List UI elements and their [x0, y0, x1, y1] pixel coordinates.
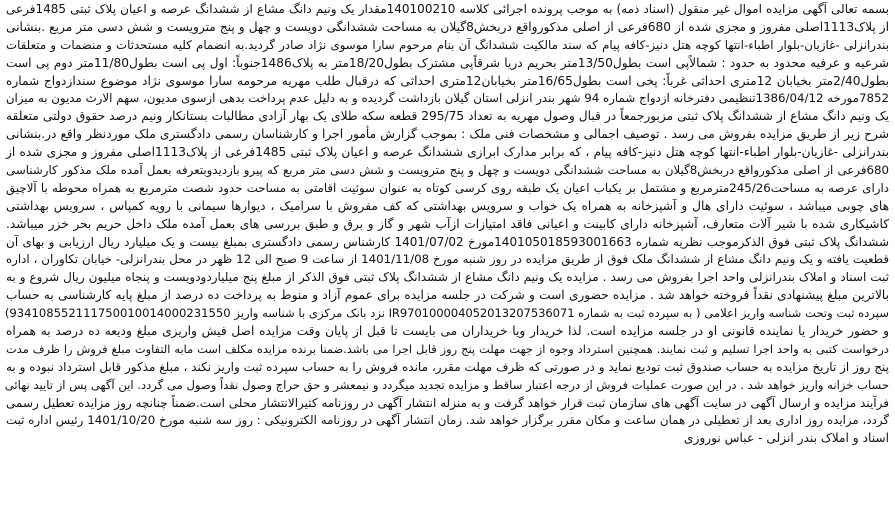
notice-line-3: بندرانزلی -غازیان-بلوار اطباء-انتها کوچه هتل دنیز-کافه پیام که سند مالکیت ششدانگ آن بنام مرحوم سارا موسوی نژاد صادر گردید.به انضمام کلیه مستحدثات و منضمات و متعلقات	[6, 37, 889, 52]
notice-line-19: و حضور خریدار یا نماینده قانونی او در جلسه مزایده است. لذا خریدار ویا خریداران می بایست تا قبل از پایان وقت مزایده اصل فیش واریزی مبلغ ودیعه ده درصد به همراه	[6, 324, 889, 339]
notice-line-22: حساب خزانه واریز خواهد شد . در این صورت عملیات فروش از درجه اعتبار ساقط و مزایده تجدید میگردد و نیمعشر و حق حراج وصول نقداً وصول می گردد. این آگهی پس از تایید نهائی	[4, 377, 889, 392]
notice-line-4: شرعیه و عرفیه محدود به حدود : شمالاًپی است بطول13/50متر بحریم دریا شرقاًپی مشترک بطول18/20متر به پلاک1486جنوباً: اول پی است بطول11/80متر دوم پی است	[6, 55, 890, 70]
notice-line-20: درخواست کتبی به واحد اجرا تسلیم و ثبت نمایند. همچنین استرداد وجوه از جهت مهلت پنج روز قابل اجرا می باشد.ضمنا برنده مزایده مکلف است مابه التفاوت مبلغ فروش را ظرف مدت	[6, 341, 889, 356]
notice-line-21: پنج روز از تاریخ مزایده به حساب صندوق ثبت تودیع نماید و در صورتی که ظرف مهلت مقرر، مانده فروش را به حساب سپرده ثبت واریز نکند ، مبلغ مذکور قابل استرداد نبوده و به	[6, 359, 889, 374]
notice-line-8: شرح زیر از طریق مزایده بفروش می رسد . توصیف اجمالی و مشخصات فنی ملک : بموجب گزارش مأمور اجرا و کارشناسان رسمی دادگستری ملک موردنظر واقع در.بنشانی	[6, 127, 889, 142]
notice-line-16: ثبت اسناد و املاک بندرانزلی واحد اجرا بفروش می رسد . مزایده یک ونیم دانگ مشاع از ششدانگ پلاک ثبتی فوق الذکر از مبلغ پنج میلیاردودویست و پنجاه میلیون ریال شروع و به	[6, 270, 889, 285]
notice-line-15: قطعیت یافته و یک ونیم دانگ مشاع از ششدانگ ملک فوق از طریق مزایده در روز شنبه مورخ 1401/11/08 از ساعت 9 صبح الی 12 ظهر در محل بندرانزلی- خیابان تکاوران ، اداره	[6, 252, 889, 267]
notice-line-18: سپرده ثبت وتحت شناسه واریز اعلامی ( به سپرده ثبت به شماره IR970100004052013207536071 نزد بانک مرکزی با شناسه واریز 934108552111750010014000231550)	[4, 306, 889, 321]
notice-line-2: از پلاک1113اصلی مفروز و مجزی شده از 680فرعی از اصلی مذکورواقع دربخش8گیلان به مساحت ششدانگی دویست و چهل و پنج مترویست و شش دسی متر مربع .بنشانی	[6, 19, 890, 34]
notice-line-23: فرآیند مزایده و ارسال آگهی در سایت آگهی های سازمان ثبت قرار خواهد گرفت و به منزله انتشار آگهی در روزنامه کثیرالانتشار محلی است.ضمناً چنانچه روز مزایده تعطیل رسمی	[6, 395, 889, 410]
notice-line-13: کاشیکاری شده با شیر آلات متعارف، آشپزخانه دارای کابینت و اعیانی فاقد امتیازات ازآب شهر و گاز و برق و طبق بررسی های بعمل آمده ملک داخل حریم بحر خزر میباشد.	[6, 216, 889, 231]
notice-line-12: های چوبی میباشد ، سوئیت دارای هال و آشپزخانه به همراه یک خواب و سرویس بهداشتی که کف مفروش با سرامیک ، دیوارها سیمانی با رویه کمپاس ، سرویس بهداشتی	[6, 198, 889, 213]
notice-line-9: بندرانزلی -غازیان-بلوار اطباء-انتها کوچه هتل دنیز-کافه پیام ، که برابر مدارک ابرازی ششدانگ عرصه و اعیان پلاک ثبتی 1485فرعی از پلاک1113اصلی مفروز و مجزی شده از	[6, 145, 889, 160]
notice-line-14: ششدانگ پلاک ثبتی فوق الذکرموجب نظریه شماره 140105018593001663مورخ 1401/07/02 کارشناس رسمی دادگستری بمبلغ بیست و یک میلیارد ریال ارزیابی و بهای آن	[6, 234, 889, 249]
notice-signature-line: اسناد و املاک بندر انزلی - عباس نوروزی	[683, 431, 889, 446]
notice-line-10: 680فرعی از اصلی مذکورواقع دربخش8گیلان به مساحت ششدانگی دویست و چهل و پنج مترویست و شش دسی متر مربع که پیرو بازدیدوبتعرفه بعمل آمده ملک مذکور کارشناسی	[6, 163, 889, 178]
notice-line-1: بسمه تعالی آگهی مزایده اموال غیر منقول (اسناد ذمه) به موجب پرونده اجرائی کلاسه 140100210مقدار یک ونیم دانگ مشاع از ششدانگ عرصه و اعیان پلاک ثبتی 1485فرعی	[6, 2, 889, 16]
notice-line-24: گردد، مزایده روز اداری بعد از تعطیلی در همان ساعت و مکان مقرر برگزار خواهد شد. زمان انتشار آگهی در روزنامه الکترونیکی : روز سه شنبه مورخ 1401/10/20 رئیس اداره ثبت	[6, 413, 889, 428]
notice-line-6: 7852مورخه 1386/04/12تنظیمی دفترخانه ازدواج شماره 94 شهر بندر انزلی استان گیلان بازداشت گردیده و به دلیل عدم پرداخت بدهی ازسوی مدیون، سهم الارث مدیون به میزان	[5, 91, 889, 106]
notice-line-17: بالاترین مبلغ پیشنهادی نقداً فروخته خواهد شد . مزایده حضوری است و شرکت در جلسه مزایده برای عموم آزاد و منوط به پرداخت ده درصد از مبلغ پایه کارشناسی به حساب	[6, 288, 889, 303]
notice-line-5: بطول2/40متر بخیابان 12متری احداثی غرباً: پخی است بطول16/65متر بخیابان12متری احداثی که درقبال طلب مهریه مرحومه سارا موسوی نژاد موضوع سندازدواج شماره	[6, 73, 889, 88]
notice-line-7: یک ونیم دانگ مشاع از ششدانگ پلاک ثبتی مزبورجمعاً در قبال وصول مهریه به تعداد 295/75 قطعه سکه طلای یک بهار آزادی مطالبات بستانکار ونیم درصد حقوق دولتی متعلقه	[6, 109, 889, 124]
notice-line-11: دارای عرصه به مساحت245/26مترمربع و مشتمل بر یکباب اعیان یک طبقه روی کرسی کوتاه به عنوان سوئیت اقامتی به مساحت حدود شصت مترمربع به همراه محوطه با آلاچیق	[6, 180, 889, 195]
